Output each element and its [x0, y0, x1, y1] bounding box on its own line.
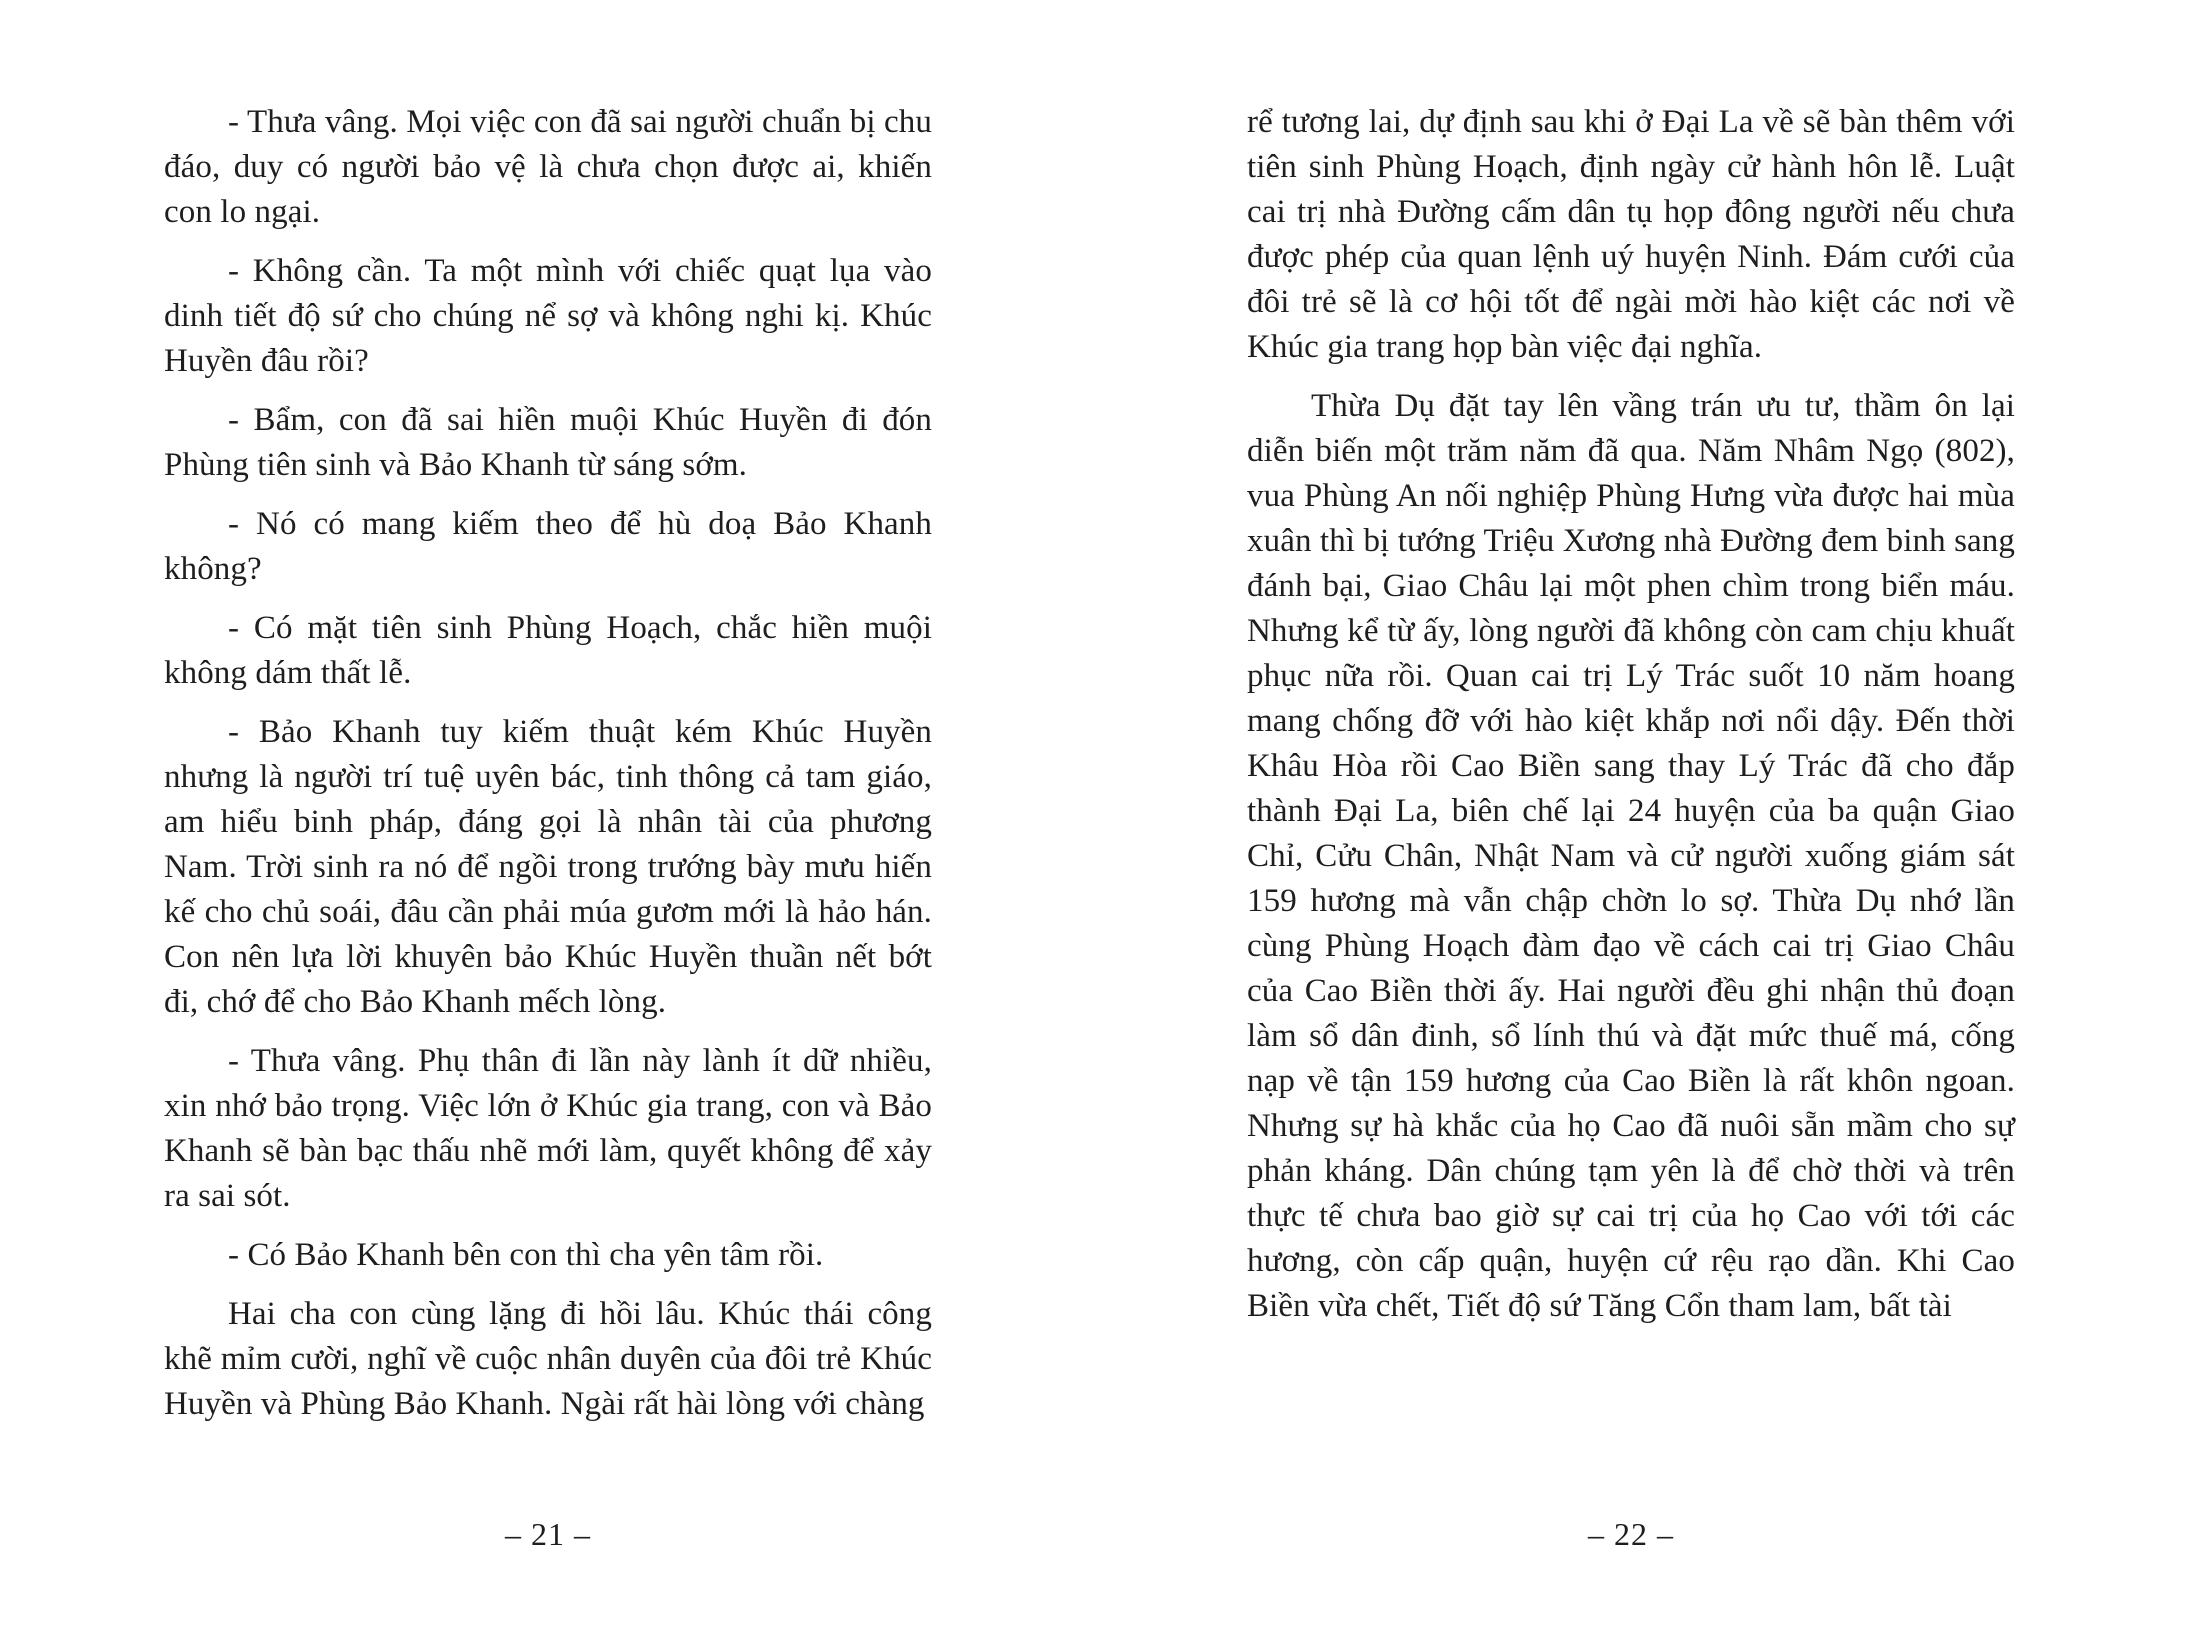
paragraph: - Thưa vâng. Phụ thân đi lần này lành ít dữ nhiều, xin nhớ bảo trọng. Việc lớn ở Khúc gia trang, con và Bảo Khanh sẽ bàn bạc thấu nhẽ mới làm, quyết không để xảy ra sai sót. [164, 1043, 932, 1214]
paragraph: - Không cần. Ta một mình với chiếc quạt lụa vào dinh tiết độ sứ cho chúng nể sợ và không nghi kị. Khúc Huyền đâu rồi? [164, 253, 932, 379]
left-page-number: – 21 – [505, 1516, 591, 1552]
right-page [1095, 0, 2190, 1646]
paragraph: - Có Bảo Khanh bên con thì cha yên tâm rồi. [228, 1237, 824, 1273]
left-page-text [164, 100, 932, 1441]
right-page-text [1247, 100, 2015, 1343]
paragraph: Thừa Dụ đặt tay lên vầng trán ưu tư, thầm ôn lại diễn biến một trăm năm đã qua. Năm Nhâm Ngọ (802), vua Phùng An nối nghiệp Phùng Hưng vừa được hai mùa xuân thì bị tướng Triệu Xương nhà Đường đem binh sang đánh bại, Giao Châu lại một phen chìm trong biển máu. Nhưng kể từ ấy, lòng người đã không còn cam chịu khuất phục nữa rồi. Quan cai trị Lý Trác suốt 10 năm hoang mang chống đỡ với hào kiệt khắp nơi nổi dậy. Đến thời Khâu Hòa rồi Cao Biền sang thay Lý Trác đã cho đắp thành Đại La, biên chế lại 24 huyện của ba quận Giao Chỉ, Cửu Chân, Nhật Nam và cử người xuống giám sát 159 hương mà vẫn chập chờn lo sợ. Thừa Dụ nhớ lần cùng Phùng Hoạch đàm đạo về cách cai trị Giao Châu của Cao Biền thời ấy. Hai người đều ghi nhận thủ đoạn làm sổ dân đinh, sổ lính thú và đặt mức thuế má, cống nạp về tận 159 hương của Cao Biền là rất khôn ngoan. Nhưng sự hà khắc của họ Cao đã nuôi sẵn mầm cho sự phản kháng. Dân chúng tạm yên là để chờ thời và trên thực tế chưa bao giờ sự cai trị của họ Cao với tới các hương, còn cấp quận, huyện cứ rệu rạo dần. Khi Cao Biền vừa chết, Tiết độ sứ Tăng Cổn tham lam, bất tài [1247, 388, 2015, 1324]
paragraph: - Thưa vâng. Mọi việc con đã sai người chuẩn bị chu đáo, duy có người bảo vệ là chưa chọn được ai, khiến con lo ngại. [164, 104, 932, 230]
paragraph: - Bảo Khanh tuy kiếm thuật kém Khúc Huyền nhưng là người trí tuệ uyên bác, tinh thông cả tam giáo, am hiểu binh pháp, đáng gọi là nhân tài của phương Nam. Trời sinh ra nó để ngồi trong trướng bày mưu hiến kế cho chủ soái, đâu cần phải múa gươm mới là hảo hán. Con nên lựa lời khuyên bảo Khúc Huyền thuần nết bớt đi, chớ để cho Bảo Khanh mếch lòng. [164, 714, 932, 1020]
paragraph: - Nó có mang kiếm theo để hù doạ Bảo Khanh không? [164, 506, 932, 587]
paragraph: - Có mặt tiên sinh Phùng Hoạch, chắc hiền muội không dám thất lễ. [164, 610, 932, 691]
paragraph: rể tương lai, dự định sau khi ở Đại La về sẽ bàn thêm với tiên sinh Phùng Hoạch, định ngày cử hành hôn lễ. Luật cai trị nhà Đường cấm dân tụ họp đông người nếu chưa được phép của quan lệnh uý huyện Ninh. Đám cưới của đôi trẻ sẽ là cơ hội tốt để ngài mời hào kiệt các nơi về Khúc gia trang họp bàn việc đại nghĩa. [1247, 104, 2015, 365]
paragraph: Hai cha con cùng lặng đi hồi lâu. Khúc thái công khẽ mỉm cười, nghĩ về cuộc nhân duyên của đôi trẻ Khúc Huyền và Phùng Bảo Khanh. Ngài rất hài lòng với chàng [164, 1296, 932, 1422]
paragraph: - Bẩm, con đã sai hiền muội Khúc Huyền đi đón Phùng tiên sinh và Bảo Khanh từ sáng sớm. [164, 402, 932, 483]
right-page-number: – 22 – [1588, 1516, 1674, 1552]
